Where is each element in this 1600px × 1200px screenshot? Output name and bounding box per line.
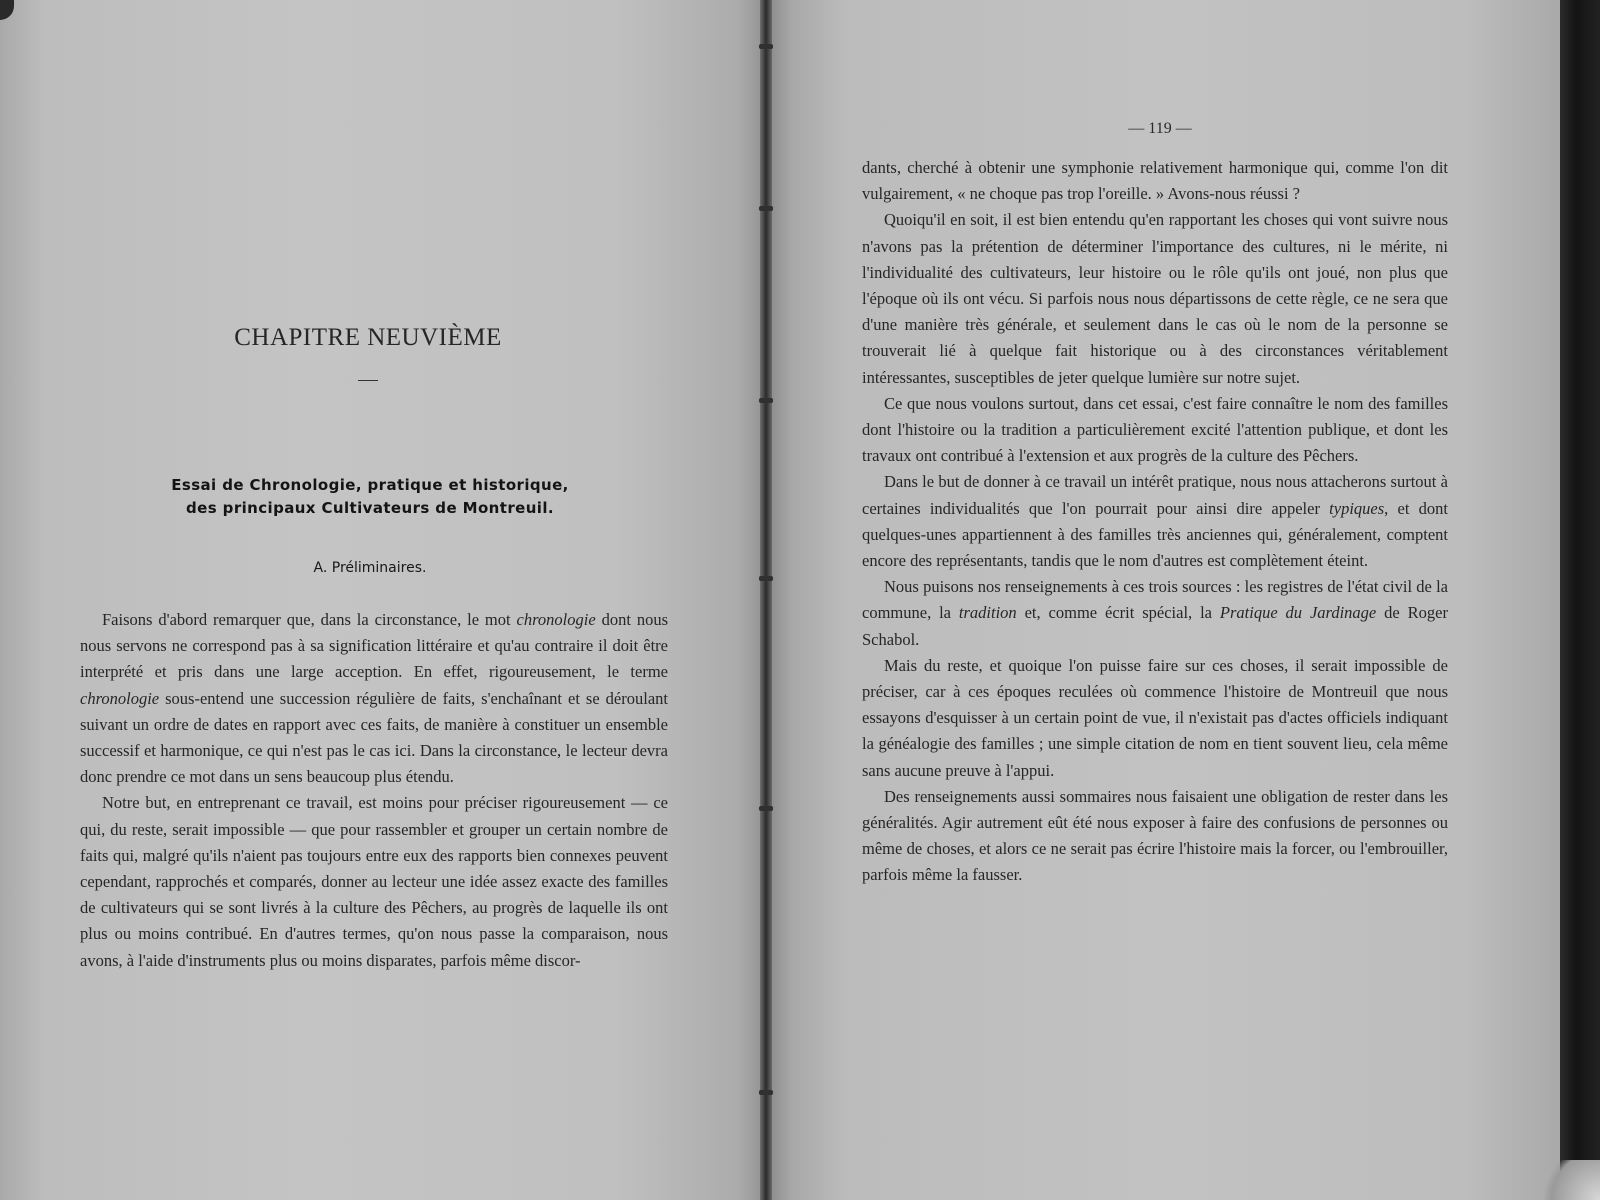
left-paragraph-2: Notre but, en entreprenant ce travail, est moins pour préciser rigoureusement — ce qui, du reste, serait impossible — que pour rassembler et grouper un certain nombre de faits qui, malgré qu'ils n'aient pas toujours entre eux des rapports bien connexes peuvent cependant, rapprochés et comparés, donner au lecteur une idée assez exacte des familles de cultivateurs qui se sont livrés à la culture des Pêchers, au progrès de laquelle ils ont plus ou moins contribué. En d'autres termes, qu'on nous passe la comparaison, nous avons, à l'aide d'instruments plus ou moins disparates, parfois même discor- [80,793,668,970]
section-heading: A. Préliminaires. [313,560,427,576]
essay-title [100,474,640,520]
binding-stitch [759,576,773,581]
right-paragraph-4: Nous puisons nos renseignements à ces trois sources : les registres de l'état civil de la commune, la tradition et, comme écrit spécial, la Pratique du Jardinage de Roger Schabol. [862,577,1448,649]
essay-title-line-2: des principaux Cultivateurs de Montreuil. [186,499,554,517]
right-paragraph-3: Dans le but de donner à ce travail un intérêt pratique, nous nous attacherons surtout à certaines individualités que l'on pourrait pour ainsi dire appeler typiques, et dont quelques-unes appartiennent à des familles très anciennes qui, généralement, comptent encore des représentants, tandis que le nom d'autres est complètement éteint. [862,472,1448,571]
chapter-title: CHAPITRE NEUVIÈME [234,324,502,351]
corner-light-reflection [1530,1160,1600,1200]
right-paragraph-2: Ce que nous voulons surtout, dans cet essai, c'est faire connaître le nom des familles dont l'histoire ou la tradition a particulièrement excité l'attention publique, et dont les travaux ont contribué à l'extension et aux progrès de la culture des Pêchers. [862,393,1448,466]
left-paragraph-1: Faisons d'abord remarquer que, dans la circonstance, le mot chronologie dont nous nous servons ne correspond pas à sa signification littéraire et qu'au contraire il doit être interprété et pris dans une large acception. En effet, rigoureusement, le terme chronologie sous-entend une succession régulière de faits, s'enchaînant et se déroulant suivant un ordre de dates en rapport avec ces faits, de manière à constituer un ensemble successif et harmonique, ce qui n'est pas le cas ici. Dans la circonstance, le lecteur devra donc prendre ce mot dans un sens beaucoup plus étendu. [80,610,668,787]
left-body-text [80,607,668,974]
binding-stitch [759,44,773,49]
title-rule [358,380,378,381]
binding-stitch [759,1090,773,1095]
right-paragraph-1: Quoiqu'il en soit, il est bien entendu qu'en rapportant les choses qui vont suivre nous n'avons pas la prétention de déterminer l'importance des cultures, ni le mérite, ni l'individualité des cultivateurs, leur histoire ou le rôle qu'ils ont joué, non plus que l'époque où ils ont vécu. Si parfois nous nous départissons de cette règle, ce ne sera que d'une manière très générale, et seulement dans le cas où le nom de la personne se trouverait lié à quelque fait historique ou à des circonstances véritablement intéressantes, susceptibles de jeter quelque lumière sur notre sujet. [862,210,1448,387]
essay-title-line-1: Essai de Chronologie, pratique et historique, [171,476,569,494]
page-number-display: — 119 — [1128,120,1192,137]
binding-stitch [759,206,773,211]
right-paragraph-6: Des renseignements aussi sommaires nous faisaient une obligation de rester dans les généralités. Agir autrement eût été nous exposer à faire des confusions de personnes ou même de choses, et alors ce ne serait pas écrire l'histoire mais la forcer, ou l'embrouiller, parfois même la fausser. [862,786,1448,885]
right-paragraph-0: dants, cherché à obtenir une symphonie relativement harmonique qui, comme l'on dit vulgairement, « ne choque pas trop l'oreille. » Avons-nous réussi ? [862,158,1448,204]
right-paragraph-5: Mais du reste, et quoique l'on puisse faire sur ces choses, il serait impossible de préciser, car à ces époques reculées où commence l'histoire de Montreuil que nous essayons d'esquisser à un certain point de vue, il n'existait pas d'actes officiels indiquant la généalogie des familles ; une simple citation de nom en tient souvent lieu, cela même sans aucune preuve à l'appui. [862,655,1448,780]
book-cover-edge [1560,0,1600,1200]
right-body-text [862,155,1448,889]
binding-stitch [759,398,773,403]
left-page [0,0,768,1200]
binding-stitch [759,806,773,811]
book-gutter [760,0,772,1200]
